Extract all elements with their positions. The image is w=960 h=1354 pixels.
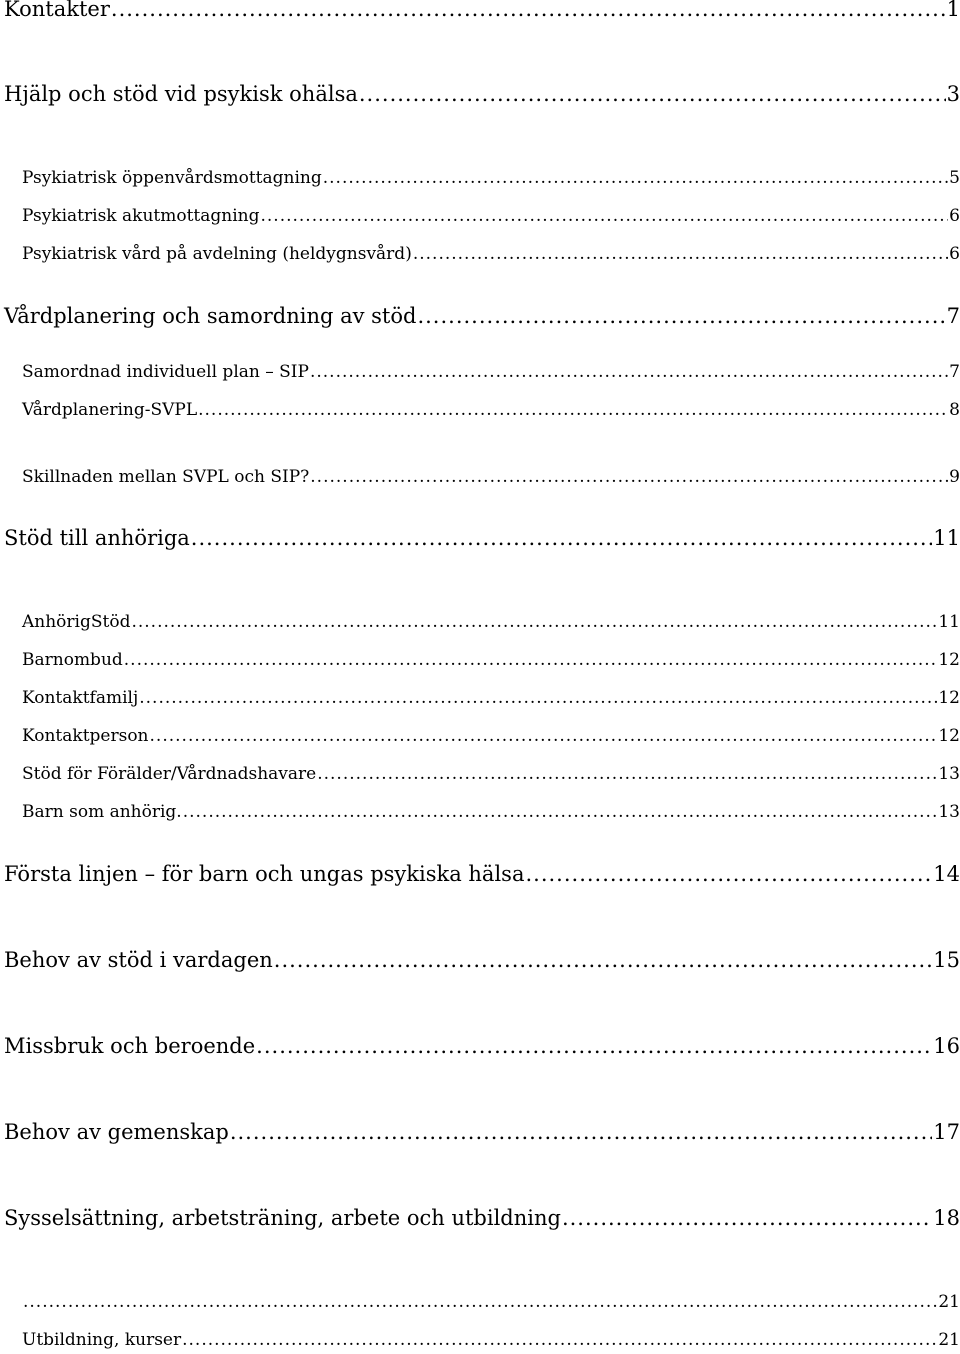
toc-entry-title: Kontaktperson: [22, 726, 149, 746]
toc-entry-page: 9: [949, 467, 960, 487]
dot-leader: [23, 1292, 937, 1312]
toc-entry-title: Missbruk och beroende: [4, 1034, 256, 1058]
toc-entry[interactable]: [22, 168, 960, 188]
toc-entry-title: Första linjen – för barn och ungas psykiska hälsa: [4, 862, 525, 886]
toc-entry[interactable]: [4, 304, 960, 328]
toc-entry[interactable]: [4, 526, 960, 550]
toc-entry-title: Behov av gemenskap: [4, 1120, 229, 1144]
toc-entry-page: 16: [933, 1034, 960, 1058]
toc-entry[interactable]: [4, 0, 960, 21]
dot-leader: [359, 82, 946, 106]
toc-entry-page: 11: [938, 612, 960, 632]
toc-entry-title: Kontakter: [4, 0, 110, 21]
toc-entry-title: AnhörigStöd: [22, 612, 131, 632]
dot-leader: [150, 726, 938, 746]
toc-entry-page: 11: [933, 526, 960, 550]
dot-leader: [417, 304, 945, 328]
toc-entry[interactable]: [4, 1206, 960, 1230]
toc-entry-title: Stöd för Förälder/Vårdnadshavare: [22, 764, 317, 784]
toc-entry-title: Utbildning, kurser: [22, 1330, 182, 1350]
dot-leader: [274, 948, 932, 972]
toc-entry-title: Behov av stöd i vardagen: [4, 948, 273, 972]
toc-entry-page: 6: [949, 206, 960, 226]
toc-entry-page: 14: [933, 862, 960, 886]
dot-leader: [230, 1120, 932, 1144]
toc-entry[interactable]: [22, 688, 960, 708]
toc-entry[interactable]: [22, 650, 960, 670]
dot-leader: [310, 467, 948, 487]
toc-entry-page: 18: [933, 1206, 960, 1230]
toc-entry-title: Skillnaden mellan SVPL och SIP?: [22, 467, 310, 487]
toc-entry[interactable]: [22, 362, 960, 382]
toc-entry-title: Psykiatrisk öppenvårdsmottagning: [22, 168, 322, 188]
toc-entry[interactable]: [22, 244, 960, 264]
toc-entry[interactable]: [22, 726, 960, 746]
toc-entry[interactable]: [4, 948, 960, 972]
toc-entry-page: 7: [949, 362, 960, 382]
dot-leader: [260, 206, 948, 226]
toc-entry-page: 12: [938, 726, 960, 746]
toc-entry-title: Stöd till anhöriga: [4, 526, 190, 550]
dot-leader: [124, 650, 938, 670]
dot-leader: [191, 526, 932, 550]
toc-entry-title: Sysselsättning, arbetsträning, arbete och utbildning: [4, 1206, 561, 1230]
toc-entry-title: Barnombud: [22, 650, 123, 670]
dot-leader: [317, 764, 937, 784]
toc-entry-page: 17: [933, 1120, 960, 1144]
toc-entry-page: 13: [938, 764, 960, 784]
toc-entry-title: Psykiatrisk akutmottagning: [22, 206, 260, 226]
dot-leader: [198, 400, 948, 420]
toc-entry[interactable]: [4, 1120, 960, 1144]
toc-entry[interactable]: [22, 802, 960, 822]
dot-leader: [131, 612, 937, 632]
toc-entry-page: 21: [938, 1330, 960, 1350]
toc-entry[interactable]: [4, 82, 960, 106]
dot-leader: [111, 0, 946, 21]
toc-entry-page: 12: [938, 650, 960, 670]
toc-entry[interactable]: [22, 612, 960, 632]
toc-entry-page: 7: [946, 304, 960, 328]
dot-leader: [139, 688, 937, 708]
toc-entry[interactable]: [22, 1292, 960, 1312]
dot-leader: [182, 1330, 937, 1350]
toc-entry-title: Vårdplanering-SVPL: [22, 400, 198, 420]
dot-leader: [183, 802, 938, 822]
toc-entry-title: Hjälp och stöd vid psykisk ohälsa: [4, 82, 358, 106]
toc-entry-title: Psykiatrisk vård på avdelning (heldygnsvård): [22, 244, 412, 264]
toc-entry-page: 8: [949, 400, 960, 420]
dot-leader: [562, 1206, 932, 1230]
dot-leader: [256, 1034, 932, 1058]
toc-entry-page: 21: [938, 1292, 960, 1312]
toc-entry-page: 3: [946, 82, 960, 106]
toc-entry[interactable]: [22, 1330, 960, 1350]
dot-leader: [413, 244, 948, 264]
toc-entry[interactable]: [22, 400, 960, 420]
toc-entry-page: 13: [938, 802, 960, 822]
toc-entry[interactable]: [22, 206, 960, 226]
toc-entry-page: 5: [949, 168, 960, 188]
dot-leader: [525, 862, 932, 886]
toc-entry-page: 6: [949, 244, 960, 264]
toc-entry[interactable]: [22, 467, 960, 487]
toc-entry-page: 12: [938, 688, 960, 708]
dot-leader: [323, 168, 948, 188]
toc-entry[interactable]: [22, 764, 960, 784]
toc-entry-title: Barn som anhörig.: [22, 802, 182, 822]
toc-entry-page: 15: [933, 948, 960, 972]
toc-entry-page: 1: [946, 0, 960, 21]
toc-entry-title: Samordnad individuell plan – SIP: [22, 362, 309, 382]
toc-entry[interactable]: [4, 862, 960, 886]
toc-entry[interactable]: [4, 1034, 960, 1058]
toc-entry-title: Vårdplanering och samordning av stöd: [4, 304, 417, 328]
dot-leader: [310, 362, 948, 382]
toc-entry-title: Kontaktfamilj: [22, 688, 139, 708]
